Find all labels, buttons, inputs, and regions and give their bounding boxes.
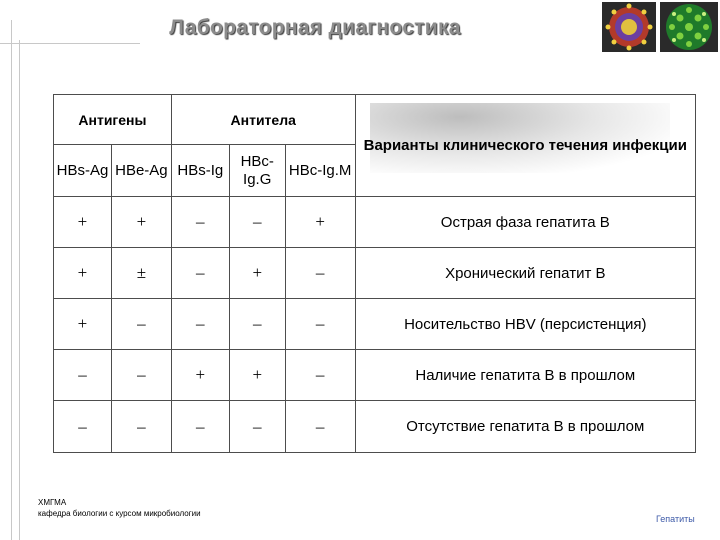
table-row	[54, 299, 696, 350]
clinical-variant: Хронический гепатит В	[355, 248, 695, 299]
antibodies-header: Антитела	[171, 95, 355, 145]
marker-result: –	[229, 197, 285, 248]
marker-result: –	[285, 299, 355, 350]
marker-result: –	[171, 401, 229, 453]
marker-result: +	[229, 350, 285, 401]
marker-header: HBc-Ig.M	[285, 145, 355, 197]
marker-result: +	[54, 197, 112, 248]
clinical-variants-header	[355, 95, 695, 197]
marker-result: +	[229, 248, 285, 299]
diagnostics-table	[53, 94, 696, 453]
marker-result: +	[285, 197, 355, 248]
marker-header: HBs-Ag	[54, 145, 112, 197]
marker-result: –	[111, 350, 171, 401]
marker-result: –	[285, 401, 355, 453]
footer-topic: Гепатиты	[656, 514, 695, 524]
marker-result: –	[54, 350, 112, 401]
marker-result: –	[285, 248, 355, 299]
marker-result: –	[285, 350, 355, 401]
clinical-variant: Острая фаза гепатита В	[355, 197, 695, 248]
footer-department: кафедра биологии с курсом микробиологии	[38, 509, 201, 518]
clinical-variant: Отсутствие гепатита В в прошлом	[355, 401, 695, 453]
marker-result: –	[171, 299, 229, 350]
table-row	[54, 401, 696, 453]
footer-organization	[38, 497, 201, 519]
table-row	[54, 248, 696, 299]
virus-capsid-image	[660, 2, 718, 52]
virus-particle-image	[602, 2, 656, 52]
table-row	[54, 197, 696, 248]
marker-header: HBs-Ig	[171, 145, 229, 197]
marker-result: +	[111, 197, 171, 248]
marker-result: –	[54, 401, 112, 453]
marker-result: –	[111, 401, 171, 453]
marker-result: –	[229, 401, 285, 453]
marker-result: –	[171, 197, 229, 248]
clinical-variants-label: Варианты клинического течения инфекции	[363, 137, 687, 154]
antigens-header: Антигены	[54, 95, 172, 145]
page-title: Лабораторная диагностика	[169, 16, 461, 39]
marker-result: +	[54, 248, 112, 299]
frame-line-horizontal	[0, 43, 140, 44]
frame-line-vertical-2	[19, 40, 20, 540]
marker-result: ±	[111, 248, 171, 299]
footer-org-name: ХМГМА	[38, 498, 67, 507]
marker-result: +	[171, 350, 229, 401]
marker-result: –	[171, 248, 229, 299]
clinical-variant: Носительство HBV (персистенция)	[355, 299, 695, 350]
clinical-variant: Наличие гепатита В в прошлом	[355, 350, 695, 401]
table-row	[54, 350, 696, 401]
frame-line-vertical-1	[11, 20, 12, 540]
marker-result: –	[111, 299, 171, 350]
marker-header: HBc-Ig.G	[229, 145, 285, 197]
marker-header: HBe-Ag	[111, 145, 171, 197]
marker-result: –	[229, 299, 285, 350]
marker-result: +	[54, 299, 112, 350]
